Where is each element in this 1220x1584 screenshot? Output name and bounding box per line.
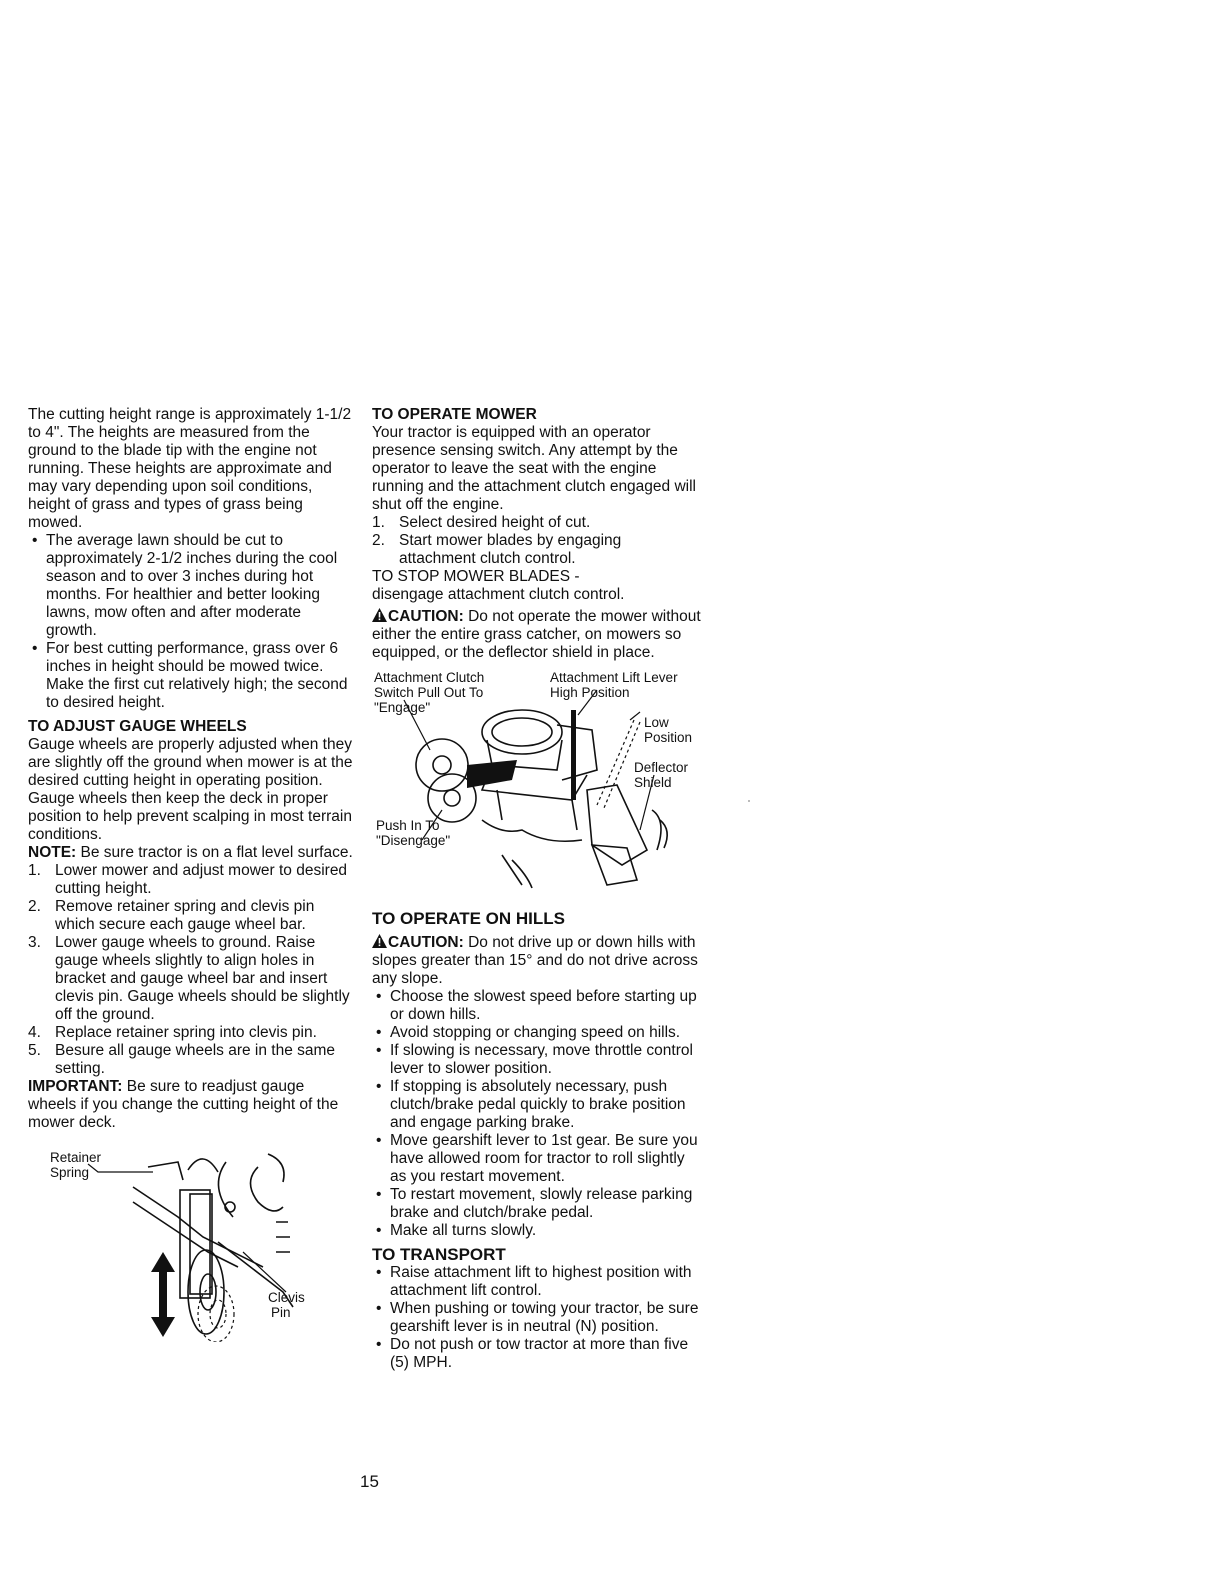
clutch-lever-figure <box>372 670 712 900</box>
step-text: Remove retainer spring and clevis pin which secure each gauge wheel bar. <box>55 898 315 933</box>
stop-blades-text: disengage attachment clutch control. <box>372 586 625 603</box>
clevis-label: Clevis <box>268 1290 305 1305</box>
step-number: 2. <box>372 532 385 549</box>
caution-label: CAUTION: <box>388 934 464 951</box>
transport-heading: TO TRANSPORT <box>372 1245 506 1264</box>
step-text: Start mower blades by engaging attachment clutch control. <box>399 532 622 567</box>
list-item <box>28 862 356 898</box>
list-item: • The average lawn should be cut to approximately 2-1/2 inches during the cool season and to over 3 inches during hot months. For healthier and better looking lawns, mow often and after moderate growth. <box>28 532 356 640</box>
list-item <box>28 1024 356 1042</box>
gauge-wheels-heading: TO ADJUST GAUGE WHEELS <box>28 718 247 735</box>
list-item: • Raise attachment lift to highest position with attachment lift control. <box>372 1264 702 1300</box>
stop-blades-line: TO STOP MOWER BLADES - <box>372 568 580 585</box>
caution-label: CAUTION: <box>388 608 464 625</box>
caution-text: Do not operate the mower without either the entire grass catcher, on mowers so equipped, or the deflector shield in place. <box>372 608 701 661</box>
retainer-label: Retainer <box>50 1150 102 1165</box>
hills-heading: TO OPERATE ON HILLS <box>372 909 565 928</box>
hills-tips-list <box>372 988 702 1240</box>
gauge-wheels-text: Gauge wheels are properly adjusted when they are slightly off the ground when mower is at the desired cutting height in operating position. Gauge wheels then keep the deck in proper position to help prevent scalping in most terrain conditions. <box>28 736 353 843</box>
step-number: 4. <box>28 1024 41 1041</box>
lawn-tips-list <box>28 532 356 712</box>
step-number: 1. <box>28 862 41 879</box>
list-item <box>28 934 356 1024</box>
step-number: 2. <box>28 898 41 915</box>
step-text: Lower mower and adjust mower to desired cutting height. <box>55 862 348 897</box>
push-label-line1: Push In To <box>376 818 440 833</box>
list-item: • For best cutting performance, grass over 6 inches in height should be mowed twice. Make the first cut relatively high; the second to desired height. <box>28 640 356 712</box>
scan-speck <box>748 800 750 802</box>
list-item <box>28 1042 356 1078</box>
lift-lever-label-line1: Attachment Lift Lever <box>550 670 678 685</box>
list-item: • Avoid stopping or changing speed on hills. <box>372 1024 702 1042</box>
hills-caution-paragraph <box>372 934 702 988</box>
note-text: Be sure tractor is on a flat level surface. <box>76 844 353 861</box>
list-item <box>372 532 702 568</box>
step-number: 5. <box>28 1042 41 1059</box>
list-item <box>28 898 356 934</box>
note-paragraph <box>28 844 356 862</box>
left-column <box>28 406 356 1342</box>
warning-triangle-icon <box>372 934 387 948</box>
hills-caution-text: Do not drive up or down hills with slopes greater than 15° and do not drive across any slope. <box>372 934 698 987</box>
operate-steps-list <box>372 514 702 568</box>
deflector-label-line2: Shield <box>634 775 672 790</box>
clutch-label-line3: "Engage" <box>374 700 431 715</box>
lift-lever-label-line2: High Position <box>550 685 630 700</box>
page-number: 15 <box>360 1472 379 1491</box>
warning-triangle-icon <box>372 608 387 622</box>
operate-mower-heading: TO OPERATE MOWER <box>372 406 537 423</box>
step-text: Select desired height of cut. <box>399 514 591 531</box>
list-item: • Move gearshift lever to 1st gear. Be sure you have allowed room for tractor to roll slightly as you restart movement. <box>372 1132 702 1186</box>
list-item: • Make all turns slowly. <box>372 1222 702 1240</box>
cutting-height-intro: The cutting height range is approximately 1-1/2 to 4". The heights are measured from the ground to the blade tip with the engine not running. These heights are approximate and may vary depending upon soil conditions, height of grass and types of grass being mowed. <box>28 406 352 531</box>
low-position-label-line2: Position <box>644 730 693 745</box>
step-text: Besure all gauge wheels are in the same setting. <box>55 1042 336 1077</box>
spring-label: Spring <box>50 1165 90 1180</box>
gauge-wheel-figure <box>28 1142 358 1342</box>
important-text: Be sure to readjust gauge wheels if you change the cutting height of the mower deck. <box>28 1078 339 1131</box>
low-position-label-line1: Low <box>644 715 669 730</box>
important-paragraph <box>28 1078 356 1132</box>
clutch-label-line2: Switch Pull Out To <box>374 685 484 700</box>
step-number: 1. <box>372 514 385 531</box>
list-item: • Do not push or tow tractor at more than five (5) MPH. <box>372 1336 702 1372</box>
list-item: • Choose the slowest speed before starting up or down hills. <box>372 988 702 1024</box>
step-text: Replace retainer spring into clevis pin. <box>55 1024 317 1041</box>
deflector-label-line1: Deflector <box>634 760 689 775</box>
gauge-steps-list <box>28 862 356 1078</box>
list-item: • If slowing is necessary, move throttle control lever to slower position. <box>372 1042 702 1078</box>
list-item: • To restart movement, slowly release parking brake and clutch/brake pedal. <box>372 1186 702 1222</box>
step-number: 3. <box>28 934 41 951</box>
list-item: • When pushing or towing your tractor, be sure gearshift lever is in neutral (N) position. <box>372 1300 702 1336</box>
list-item: • If stopping is absolutely necessary, push clutch/brake pedal quickly to brake position and engage parking brake. <box>372 1078 702 1132</box>
operate-mower-text: Your tractor is equipped with an operator presence sensing switch. Any attempt by the operator to leave the seat with the engine running and the attachment clutch engaged will shut off the engine. <box>372 424 696 513</box>
important-label: IMPORTANT: <box>28 1078 123 1095</box>
transport-tips-list <box>372 1264 702 1372</box>
push-label-line2: "Disengage" <box>376 833 451 848</box>
caution-paragraph <box>372 608 702 662</box>
step-text: Lower gauge wheels to ground. Raise gauge wheels slightly to align holes in bracket and gauge wheel bar and insert clevis pin. Gauge wheels should be slightly off the ground. <box>55 934 350 1023</box>
clutch-label-line1: Attachment Clutch <box>374 670 485 685</box>
list-item <box>372 514 702 532</box>
pin-label: Pin <box>271 1305 291 1320</box>
right-column <box>372 406 702 1372</box>
note-label: NOTE: <box>28 844 77 861</box>
